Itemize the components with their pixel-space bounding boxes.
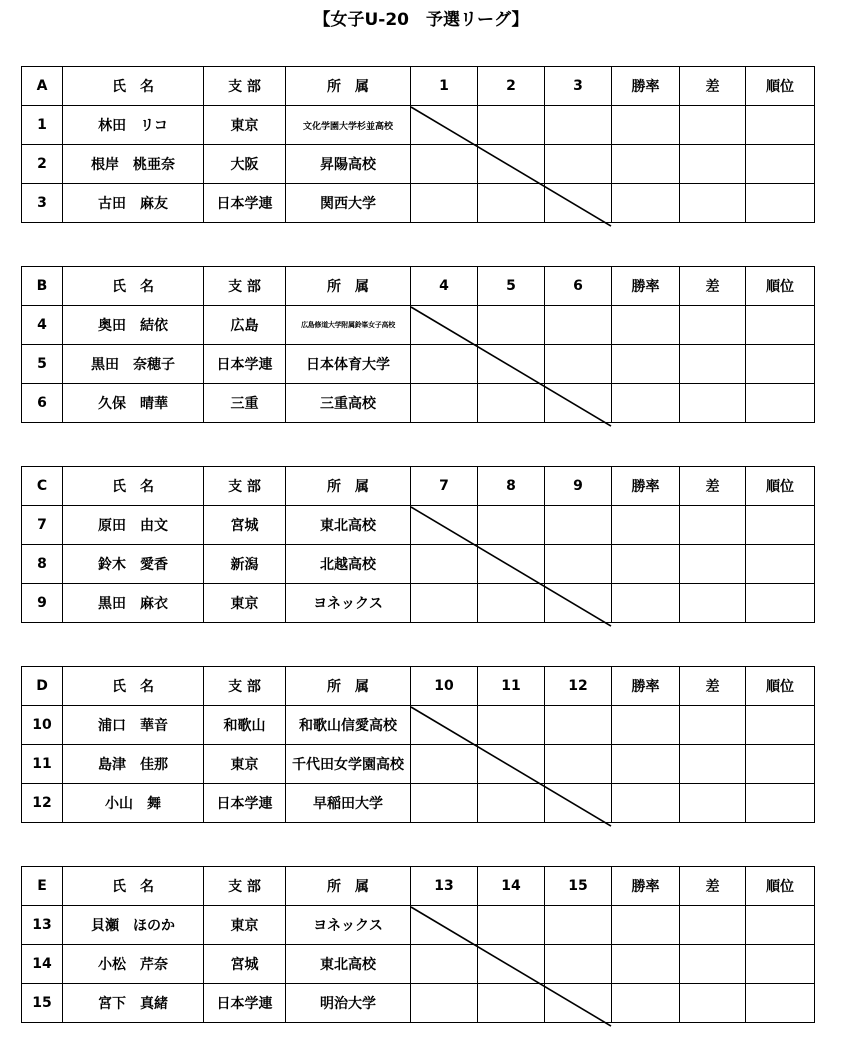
league-table — [21, 866, 815, 1023]
player-number: 6 — [22, 384, 63, 423]
header-name: 氏 名 — [63, 467, 204, 506]
match-result-cell[interactable] — [545, 106, 612, 145]
header-row — [22, 467, 815, 506]
match-result-cell[interactable] — [545, 145, 612, 184]
header-affiliation: 所 属 — [286, 667, 411, 706]
header-row — [22, 867, 815, 906]
self-match-cell — [545, 984, 612, 1023]
player-branch: 新潟 — [204, 545, 286, 584]
player-affiliation: ヨネックス — [286, 584, 411, 623]
header-branch: 支 部 — [204, 867, 286, 906]
player-name: 黒田 奈穂子 — [63, 345, 204, 384]
win-rate-cell[interactable] — [612, 106, 680, 145]
match-result-cell[interactable] — [411, 984, 478, 1023]
header-opponent-number: 9 — [545, 467, 612, 506]
player-number: 8 — [22, 545, 63, 584]
player-row — [22, 784, 815, 823]
player-affiliation: 文化学園大学杉並高校 — [286, 106, 411, 145]
header-diff: 差 — [680, 667, 746, 706]
player-branch: 三重 — [204, 384, 286, 423]
player-number: 12 — [22, 784, 63, 823]
match-result-cell[interactable] — [478, 506, 545, 545]
group-label: D — [22, 667, 63, 706]
league-table — [21, 266, 815, 423]
player-name: 小松 芹奈 — [63, 945, 204, 984]
header-win-rate: 勝率 — [612, 667, 680, 706]
match-result-cell[interactable] — [411, 584, 478, 623]
player-number: 4 — [22, 306, 63, 345]
league-table — [21, 466, 815, 623]
self-match-cell — [411, 706, 478, 745]
player-affiliation: 昇陽高校 — [286, 145, 411, 184]
player-name: 島津 佳那 — [63, 745, 204, 784]
header-opponent-number: 8 — [478, 467, 545, 506]
match-result-cell[interactable] — [545, 745, 612, 784]
self-match-cell — [411, 906, 478, 945]
match-result-cell[interactable] — [411, 784, 478, 823]
match-result-cell[interactable] — [411, 945, 478, 984]
player-branch: 東京 — [204, 745, 286, 784]
player-affiliation: 千代田女学園高校 — [286, 745, 411, 784]
rank-cell[interactable] — [746, 106, 815, 145]
player-number: 1 — [22, 106, 63, 145]
match-result-cell[interactable] — [545, 945, 612, 984]
header-rank: 順位 — [746, 467, 815, 506]
player-affiliation: 和歌山信愛高校 — [286, 706, 411, 745]
diff-cell[interactable] — [680, 145, 746, 184]
player-branch: 東京 — [204, 106, 286, 145]
self-match-cell — [411, 306, 478, 345]
player-name: 貝瀬 ほのか — [63, 906, 204, 945]
win-rate-cell[interactable] — [612, 145, 680, 184]
win-rate-cell[interactable] — [612, 784, 680, 823]
player-branch: 日本学連 — [204, 345, 286, 384]
header-row — [22, 667, 815, 706]
player-branch: 日本学連 — [204, 784, 286, 823]
header-row — [22, 67, 815, 106]
player-number: 14 — [22, 945, 63, 984]
player-number: 13 — [22, 906, 63, 945]
match-result-cell[interactable] — [478, 384, 545, 423]
win-rate-cell[interactable] — [612, 384, 680, 423]
group-label: E — [22, 867, 63, 906]
header-opponent-number: 6 — [545, 267, 612, 306]
player-branch: 宮城 — [204, 945, 286, 984]
rank-cell[interactable] — [746, 906, 815, 945]
header-rank: 順位 — [746, 267, 815, 306]
player-name: 浦口 華音 — [63, 706, 204, 745]
rank-cell[interactable] — [746, 784, 815, 823]
match-result-cell[interactable] — [545, 545, 612, 584]
header-opponent-number: 2 — [478, 67, 545, 106]
match-result-cell[interactable] — [545, 906, 612, 945]
win-rate-cell[interactable] — [612, 345, 680, 384]
match-result-cell[interactable] — [478, 106, 545, 145]
player-branch: 日本学連 — [204, 984, 286, 1023]
match-result-cell[interactable] — [478, 706, 545, 745]
league-table — [21, 666, 815, 823]
self-match-cell — [545, 184, 612, 223]
header-branch: 支 部 — [204, 667, 286, 706]
header-name: 氏 名 — [63, 867, 204, 906]
league-group-c — [21, 466, 814, 628]
header-win-rate: 勝率 — [612, 267, 680, 306]
win-rate-cell[interactable] — [612, 184, 680, 223]
league-group-b — [21, 266, 814, 428]
header-win-rate: 勝率 — [612, 467, 680, 506]
player-number: 11 — [22, 745, 63, 784]
header-name: 氏 名 — [63, 667, 204, 706]
self-match-cell — [478, 945, 545, 984]
match-result-cell[interactable] — [545, 706, 612, 745]
header-affiliation: 所 属 — [286, 267, 411, 306]
player-affiliation: 早稲田大学 — [286, 784, 411, 823]
rank-cell[interactable] — [746, 384, 815, 423]
diff-cell[interactable] — [680, 384, 746, 423]
header-diff: 差 — [680, 67, 746, 106]
page-title: 【女子U-20 予選リーグ】 — [313, 10, 529, 30]
diff-cell[interactable] — [680, 184, 746, 223]
diff-cell[interactable] — [680, 984, 746, 1023]
match-result-cell[interactable] — [411, 345, 478, 384]
player-branch: 大阪 — [204, 145, 286, 184]
header-row — [22, 267, 815, 306]
player-branch: 日本学連 — [204, 184, 286, 223]
league-group-a — [21, 66, 814, 228]
player-number: 7 — [22, 506, 63, 545]
player-name: 林田 リコ — [63, 106, 204, 145]
group-label: B — [22, 267, 63, 306]
diff-cell[interactable] — [680, 345, 746, 384]
player-branch: 東京 — [204, 906, 286, 945]
match-result-cell[interactable] — [411, 184, 478, 223]
header-opponent-number: 12 — [545, 667, 612, 706]
diff-cell[interactable] — [680, 784, 746, 823]
player-row — [22, 106, 815, 145]
header-rank: 順位 — [746, 67, 815, 106]
header-branch: 支 部 — [204, 467, 286, 506]
player-name: 黒田 麻衣 — [63, 584, 204, 623]
rank-cell[interactable] — [746, 584, 815, 623]
player-name: 久保 晴華 — [63, 384, 204, 423]
header-opponent-number: 7 — [411, 467, 478, 506]
player-affiliation: 広島修道大学附属鈴峯女子高校 — [286, 306, 411, 345]
player-row — [22, 945, 815, 984]
league-table — [21, 66, 815, 223]
match-result-cell[interactable] — [478, 906, 545, 945]
player-number: 3 — [22, 184, 63, 223]
player-row — [22, 584, 815, 623]
player-name: 根岸 桃亜奈 — [63, 145, 204, 184]
win-rate-cell[interactable] — [612, 945, 680, 984]
header-win-rate: 勝率 — [612, 67, 680, 106]
player-row — [22, 506, 815, 545]
header-affiliation: 所 属 — [286, 867, 411, 906]
match-result-cell[interactable] — [411, 145, 478, 184]
group-label: A — [22, 67, 63, 106]
header-affiliation: 所 属 — [286, 467, 411, 506]
diff-cell[interactable] — [680, 545, 746, 584]
diff-cell[interactable] — [680, 584, 746, 623]
match-result-cell[interactable] — [478, 984, 545, 1023]
header-branch: 支 部 — [204, 267, 286, 306]
player-affiliation: 明治大学 — [286, 984, 411, 1023]
player-branch: 宮城 — [204, 506, 286, 545]
player-number: 5 — [22, 345, 63, 384]
header-win-rate: 勝率 — [612, 867, 680, 906]
diff-cell[interactable] — [680, 945, 746, 984]
header-opponent-number: 4 — [411, 267, 478, 306]
win-rate-cell[interactable] — [612, 706, 680, 745]
player-name: 古田 麻友 — [63, 184, 204, 223]
diff-cell[interactable] — [680, 306, 746, 345]
player-row — [22, 184, 815, 223]
header-opponent-number: 3 — [545, 67, 612, 106]
header-opponent-number: 14 — [478, 867, 545, 906]
player-affiliation: 関西大学 — [286, 184, 411, 223]
diff-cell[interactable] — [680, 906, 746, 945]
header-affiliation: 所 属 — [286, 67, 411, 106]
header-rank: 順位 — [746, 867, 815, 906]
player-number: 9 — [22, 584, 63, 623]
player-affiliation: 三重高校 — [286, 384, 411, 423]
player-affiliation: 東北高校 — [286, 945, 411, 984]
player-affiliation: 北越高校 — [286, 545, 411, 584]
rank-cell[interactable] — [746, 984, 815, 1023]
rank-cell[interactable] — [746, 706, 815, 745]
player-name: 鈴木 愛香 — [63, 545, 204, 584]
player-branch: 東京 — [204, 584, 286, 623]
player-affiliation: 日本体育大学 — [286, 345, 411, 384]
header-opponent-number: 13 — [411, 867, 478, 906]
match-result-cell[interactable] — [411, 545, 478, 584]
header-opponent-number: 10 — [411, 667, 478, 706]
win-rate-cell[interactable] — [612, 306, 680, 345]
match-result-cell[interactable] — [545, 506, 612, 545]
win-rate-cell[interactable] — [612, 545, 680, 584]
self-match-cell — [411, 506, 478, 545]
diff-cell[interactable] — [680, 706, 746, 745]
win-rate-cell[interactable] — [612, 745, 680, 784]
player-row — [22, 345, 815, 384]
player-row — [22, 384, 815, 423]
header-name: 氏 名 — [63, 67, 204, 106]
player-row — [22, 984, 815, 1023]
win-rate-cell[interactable] — [612, 984, 680, 1023]
self-match-cell — [478, 745, 545, 784]
rank-cell[interactable] — [746, 145, 815, 184]
group-label: C — [22, 467, 63, 506]
self-match-cell — [545, 384, 612, 423]
self-match-cell — [478, 545, 545, 584]
win-rate-cell[interactable] — [612, 584, 680, 623]
player-name: 奥田 結依 — [63, 306, 204, 345]
header-opponent-number: 11 — [478, 667, 545, 706]
diff-cell[interactable] — [680, 506, 746, 545]
win-rate-cell[interactable] — [612, 506, 680, 545]
player-name: 宮下 真緒 — [63, 984, 204, 1023]
player-row — [22, 706, 815, 745]
match-result-cell[interactable] — [478, 584, 545, 623]
player-name: 原田 由文 — [63, 506, 204, 545]
diff-cell[interactable] — [680, 745, 746, 784]
rank-cell[interactable] — [746, 506, 815, 545]
match-result-cell[interactable] — [478, 306, 545, 345]
self-match-cell — [478, 145, 545, 184]
player-row — [22, 545, 815, 584]
player-row — [22, 306, 815, 345]
player-number: 10 — [22, 706, 63, 745]
header-opponent-number: 5 — [478, 267, 545, 306]
match-result-cell[interactable] — [478, 184, 545, 223]
league-group-e — [21, 866, 814, 1028]
self-match-cell — [478, 345, 545, 384]
player-row — [22, 145, 815, 184]
rank-cell[interactable] — [746, 745, 815, 784]
header-diff: 差 — [680, 267, 746, 306]
rank-cell[interactable] — [746, 345, 815, 384]
self-match-cell — [545, 584, 612, 623]
league-group-d — [21, 666, 814, 828]
rank-cell[interactable] — [746, 545, 815, 584]
rank-cell[interactable] — [746, 184, 815, 223]
header-rank: 順位 — [746, 667, 815, 706]
header-diff: 差 — [680, 867, 746, 906]
header-opponent-number: 1 — [411, 67, 478, 106]
rank-cell[interactable] — [746, 306, 815, 345]
rank-cell[interactable] — [746, 945, 815, 984]
player-name: 小山 舞 — [63, 784, 204, 823]
match-result-cell[interactable] — [545, 345, 612, 384]
match-result-cell[interactable] — [411, 745, 478, 784]
player-number: 15 — [22, 984, 63, 1023]
header-name: 氏 名 — [63, 267, 204, 306]
diff-cell[interactable] — [680, 106, 746, 145]
self-match-cell — [545, 784, 612, 823]
self-match-cell — [411, 106, 478, 145]
player-row — [22, 745, 815, 784]
match-result-cell[interactable] — [545, 306, 612, 345]
match-result-cell[interactable] — [478, 784, 545, 823]
player-affiliation: 東北高校 — [286, 506, 411, 545]
player-number: 2 — [22, 145, 63, 184]
header-branch: 支 部 — [204, 67, 286, 106]
win-rate-cell[interactable] — [612, 906, 680, 945]
match-result-cell[interactable] — [411, 384, 478, 423]
player-affiliation: ヨネックス — [286, 906, 411, 945]
player-branch: 広島 — [204, 306, 286, 345]
player-row — [22, 906, 815, 945]
player-branch: 和歌山 — [204, 706, 286, 745]
header-opponent-number: 15 — [545, 867, 612, 906]
header-diff: 差 — [680, 467, 746, 506]
